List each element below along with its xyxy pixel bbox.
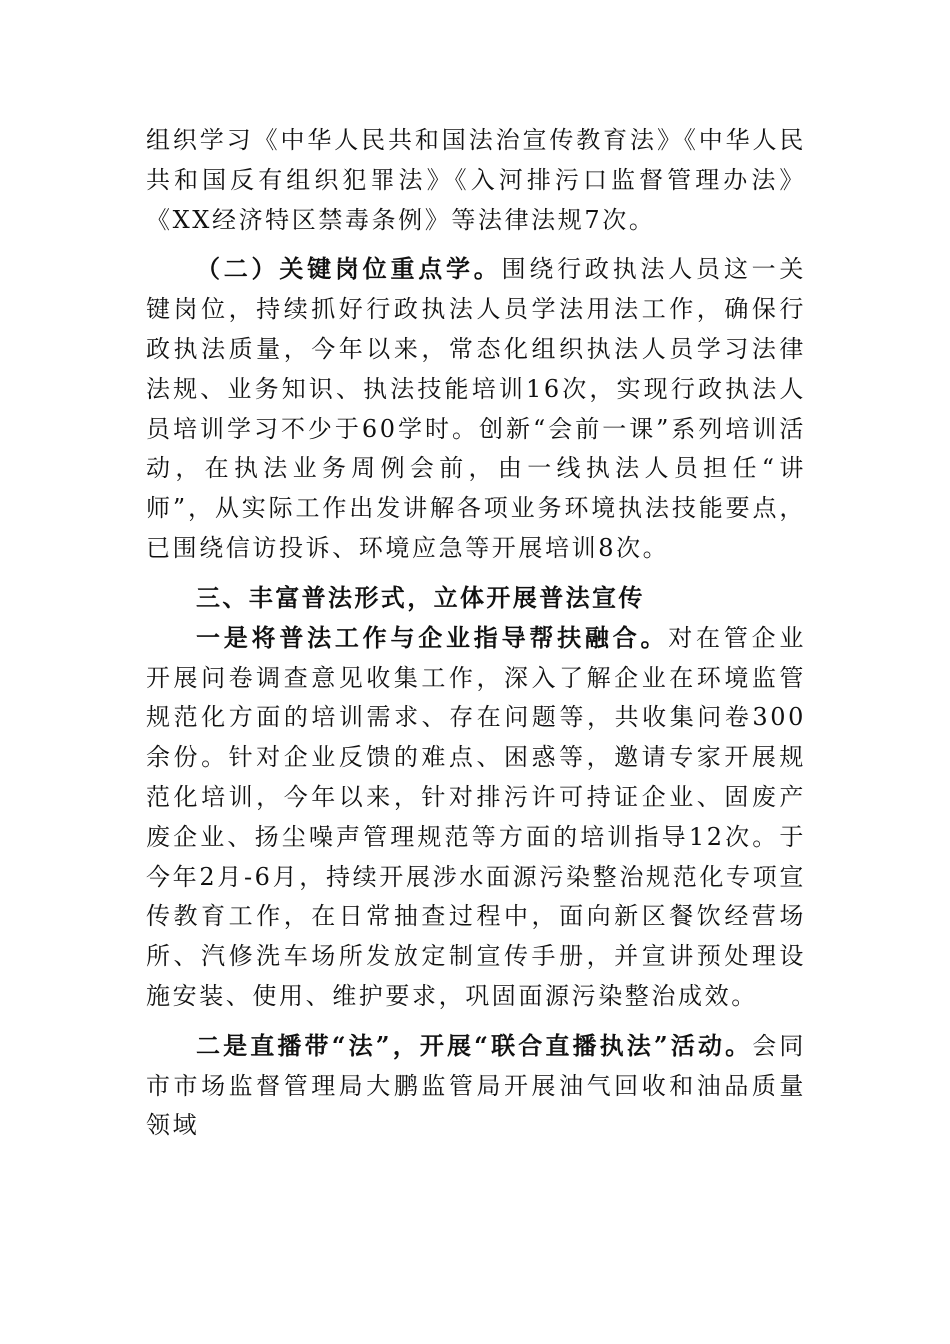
paragraph-gap	[146, 569, 806, 578]
paragraph-key-positions	[146, 249, 806, 568]
paragraph-lead: 二是直播带“法”，开展“联合直播执法”活动。	[196, 1030, 753, 1060]
paragraph-enterprise-guidance	[146, 618, 806, 1017]
paragraph-lead: 一是将普法工作与企业指导帮扶融合。	[196, 622, 669, 652]
paragraph-gap	[146, 240, 806, 249]
paragraph-law-study	[146, 121, 806, 240]
section-heading: 三、丰富普法形式，立体开展普法宣传	[196, 583, 645, 612]
paragraph-live-broadcast	[146, 1026, 806, 1146]
paragraph-text: 对在管企业开展问卷调查意见收集工作，深入了解企业在环境监管规范化方面的培训需求、存在问题等，共收集问卷300余份。针对企业反馈的难点、困惑等，邀请专家开展规范化培训，今年以来，针对排污许可持证企业、固废产废企业、扬尘噪声管理规范等方面的培训指导12次。于今年2月-6月，持续开展涉水面源污染整治规范化专项宣传教育工作，在日常抽查过程中，面向新区餐饮经营场所、汽修洗车场所发放定制宣传手册，并宣讲预处理设施安装、使用、维护要求，巩固面源污染整治成效。	[146, 623, 807, 1010]
paragraph-gap	[146, 1017, 806, 1026]
paragraph-text: 围绕行政执法人员这一关键岗位，持续抓好行政执法人员学法用法工作，确保行政执法质量，今年以来，常态化组织执法人员学习法律法规、业务知识、执法技能培训16次，实现行政执法人员培训学习不少于60学时。创新“会前一课”系列培训活动，在执法业务周例会前，由一线执法人员担任“讲师”，从实际工作出发讲解各项业务环境执法技能要点，已围绕信访投诉、环境应急等开展培训8次。	[146, 255, 806, 562]
paragraph-text: 组织学习《中华人民共和国法治宣传教育法》《中华人民共和国反有组织犯罪法》《入河排污口监督管理办法》《XX经济特区禁毒条例》等法律法规7次。	[146, 126, 806, 234]
paragraph-lead: （二）关键岗位重点学。	[196, 254, 502, 284]
paragraph-text: 会同市市场监督管理局大鹏监管局开展油气回收和油品质量领域	[146, 1031, 807, 1140]
